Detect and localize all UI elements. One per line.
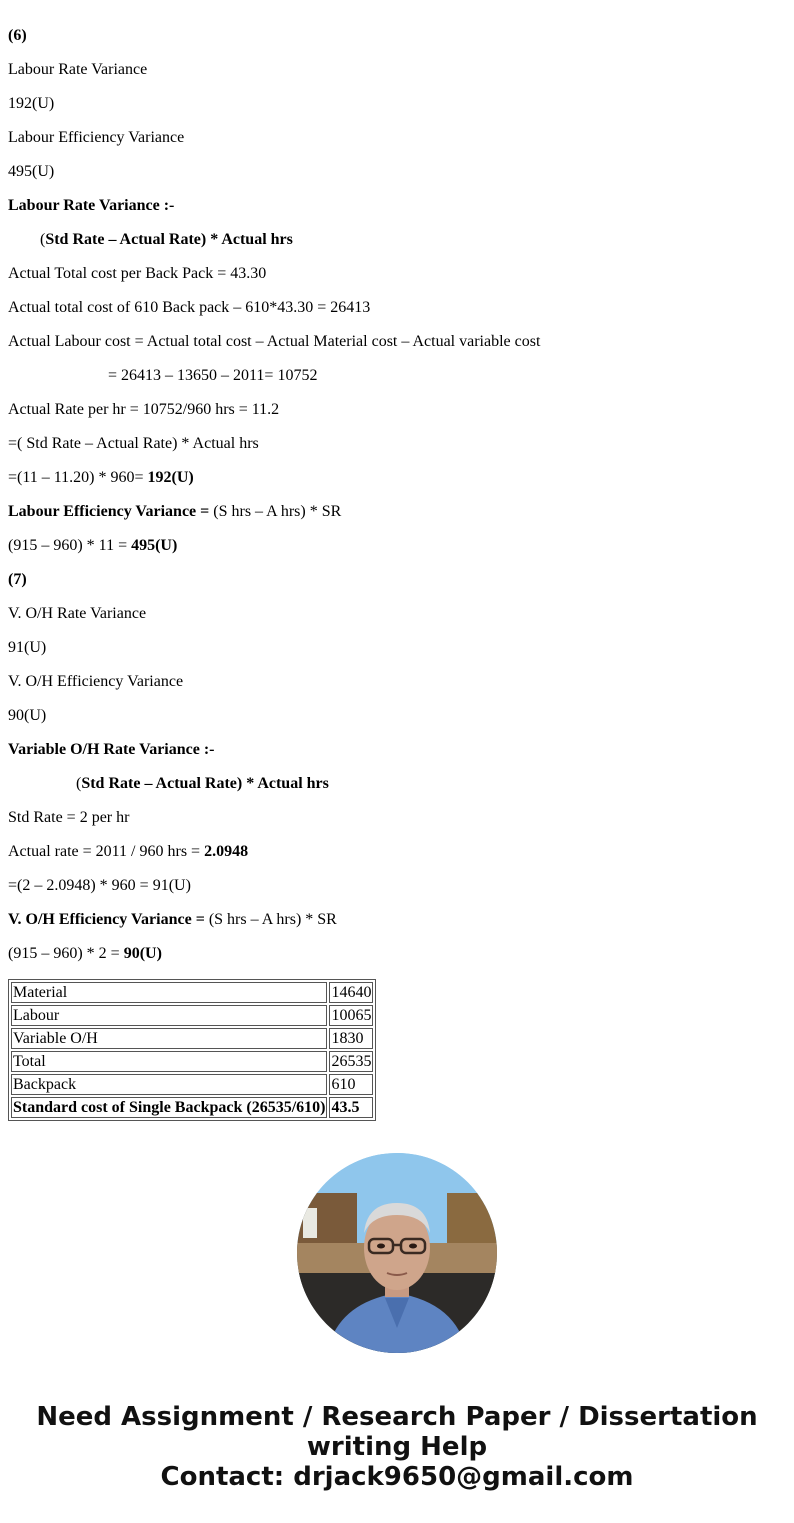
table-row <box>11 1074 373 1095</box>
calc-line: = 26413 – 13650 – 2011= 10752 <box>108 367 318 384</box>
row-label: Labour <box>11 1005 327 1026</box>
table-row <box>11 1028 373 1049</box>
voh-rate-label: V. O/H Rate Variance <box>8 605 147 622</box>
labour-eff-title: Labour Efficiency Variance = (S hrs – A hrs) * SR <box>8 503 342 520</box>
voh-eff-label: V. O/H Efficiency Variance <box>8 673 184 690</box>
row-value: 610 <box>329 1074 373 1095</box>
labour-eff-value: 495(U) <box>8 163 55 180</box>
labour-rate-label: Labour Rate Variance <box>8 61 148 78</box>
table-row <box>11 1005 373 1026</box>
section-7-heading: (7) <box>8 571 27 588</box>
voh-rate-formula: (Std Rate – Actual Rate) * Actual hrs <box>76 775 329 792</box>
row-value: 14640 <box>331 984 372 1001</box>
calc-line: Actual Total cost per Back Pack = 43.30 <box>8 265 267 282</box>
contact-banner <box>0 1402 794 1492</box>
labour-rate-formula: (Std Rate – Actual Rate) * Actual hrs <box>40 231 293 248</box>
labour-rate-value: 192(U) <box>8 95 55 112</box>
row-label: Standard cost of Single Backpack (26535/610) <box>13 1099 326 1116</box>
calc-line: (915 – 960) * 2 = 90(U) <box>8 945 162 962</box>
table-row <box>11 1097 373 1118</box>
banner-line-1: Need Assignment / Research Paper / Dissertation <box>36 1402 758 1432</box>
voh-rate-value: 91(U) <box>8 639 47 656</box>
voh-eff-value: 90(U) <box>8 707 47 724</box>
row-value: 26535 <box>331 1053 372 1070</box>
portrait-image <box>297 1153 497 1353</box>
standard-cost-table <box>8 979 376 1121</box>
labour-rate-title: Labour Rate Variance :- <box>8 197 175 214</box>
banner-line-2: writing Help <box>306 1432 488 1462</box>
section-6-heading: (6) <box>8 27 27 44</box>
calc-line: =(11 – 11.20) * 960= 192(U) <box>8 469 194 486</box>
calc-line: Actual Labour cost = Actual total cost – Actual Material cost – Actual variable cost <box>8 333 541 350</box>
document-body <box>8 26 786 978</box>
row-label: Material <box>11 982 327 1003</box>
row-value: 1830 <box>329 1028 373 1049</box>
table-row <box>11 982 373 1003</box>
row-label: Backpack <box>11 1074 327 1095</box>
labour-eff-label: Labour Efficiency Variance <box>8 129 185 146</box>
row-label: Total <box>11 1051 327 1072</box>
contact-email[interactable]: Contact: drjack9650@gmail.com <box>160 1462 634 1492</box>
row-value: 43.5 <box>329 1097 373 1118</box>
row-value: 10065 <box>331 1007 372 1024</box>
voh-eff-title: V. O/H Efficiency Variance = (S hrs – A hrs) * SR <box>8 911 337 928</box>
calc-line: (915 – 960) * 11 = 495(U) <box>8 537 178 554</box>
table-row <box>11 1051 373 1072</box>
voh-rate-title: Variable O/H Rate Variance :- <box>8 741 215 758</box>
calc-line: =(2 – 2.0948) * 960 = 91(U) <box>8 877 191 894</box>
row-label: Variable O/H <box>11 1028 327 1049</box>
calc-line: =( Std Rate – Actual Rate) * Actual hrs <box>8 435 259 452</box>
calc-line: Actual rate = 2011 / 960 hrs = 2.0948 <box>8 843 249 860</box>
calc-line: Actual total cost of 610 Back pack – 610*43.30 = 26413 <box>8 299 371 316</box>
calc-line: Std Rate = 2 per hr <box>8 809 130 826</box>
author-avatar <box>297 1153 497 1353</box>
calc-line: Actual Rate per hr = 10752/960 hrs = 11.2 <box>8 401 280 418</box>
